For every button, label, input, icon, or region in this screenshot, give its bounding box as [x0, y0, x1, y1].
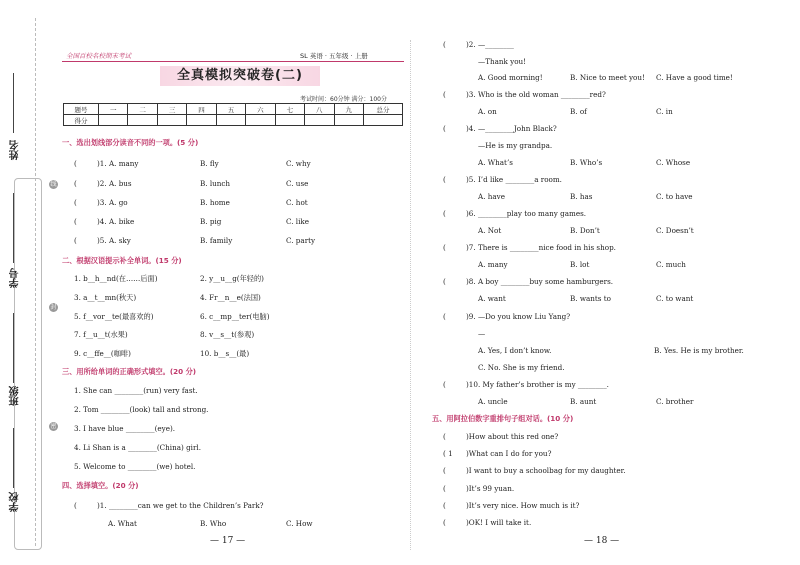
s2-item: 10. b__s__(最) [200, 349, 250, 358]
q10-stem: )10. My father’s brother is my ________. [466, 380, 609, 389]
s1-q5-b: B. family [200, 236, 233, 245]
section5-title: 五、用阿拉伯数字重排句子组对话。(10 分) [432, 414, 574, 423]
q3-c: C. in [656, 107, 673, 116]
answer-paren[interactable]: ( [74, 159, 77, 168]
answer-paren[interactable]: ( [74, 198, 77, 207]
q5-stem: )5. I’d like ________a room. [466, 175, 562, 184]
answer-paren[interactable]: ( [443, 484, 446, 493]
seal-feng-mark: 封 [50, 304, 57, 311]
q6-b: B. Don’t [570, 226, 600, 235]
score-header-cell: 九 [334, 104, 364, 115]
score-header-cell: 三 [157, 104, 186, 115]
header-rule [62, 61, 404, 62]
score-header-cell: 四 [187, 104, 216, 115]
score-cell[interactable] [99, 115, 128, 126]
answer-paren[interactable]: ( [74, 179, 77, 188]
s5-item: )How about this red one? [466, 432, 559, 441]
s4-q1-c: C. How [286, 519, 313, 528]
score-header-cell: 八 [305, 104, 334, 115]
section4-title: 四、选择填空。(20 分) [62, 481, 139, 490]
q8-a: A. want [478, 294, 506, 303]
q3-a: A. on [478, 107, 497, 116]
score-cell[interactable] [334, 115, 364, 126]
answer-paren[interactable]: ( [74, 236, 77, 245]
score-header-cell: 六 [246, 104, 275, 115]
q3-b: B. of [570, 107, 587, 116]
s1-q4-c: C. like [286, 217, 310, 226]
score-cell[interactable] [128, 115, 157, 126]
seal-mi-mark: 密 [50, 423, 57, 430]
s5-item: )It’s very nice. How much is it? [466, 501, 580, 510]
answer-paren[interactable]: ( [443, 40, 446, 49]
score-cell[interactable] [216, 115, 245, 126]
s3-item: 5. Welcome to ________(we) hotel. [74, 462, 196, 471]
answer-paren[interactable]: ( [443, 501, 446, 510]
s5-item: )I want to buy a schoolbag for my daughter. [466, 466, 626, 475]
s1-q3-c: C. hot [286, 198, 308, 207]
s2-item: 3. a__t__mn(秋天) [74, 293, 137, 302]
answer-paren[interactable]: ( [443, 243, 446, 252]
q5-b: B. has [570, 192, 593, 201]
q4-stem: )4. —________John Black? [466, 124, 557, 133]
section3-title: 三、用所给单词的正确形式填空。(20 分) [62, 367, 197, 376]
score-header-cell: 二 [128, 104, 157, 115]
seal-line-mark: 线 [50, 181, 57, 188]
score-header-cell: 七 [275, 104, 304, 115]
name-label: 姓名 [10, 140, 21, 160]
s3-item: 3. I have blue ________(eye). [74, 424, 176, 433]
q4-b: B. Who’s [570, 158, 603, 167]
answer-paren[interactable]: ( [443, 466, 446, 475]
score-table [63, 103, 403, 126]
s3-item: 4. Li Shan is a ________(China) girl. [74, 443, 201, 452]
q10-b: B. aunt [570, 397, 597, 406]
class-label: 班级 [10, 386, 21, 406]
s2-item: 7. f__u__t(水果) [74, 330, 128, 339]
q6-a: A. Not [478, 226, 502, 235]
s2-item: 4. Fr__n__e(法国) [200, 293, 261, 302]
s1-q1-b: B. fly [200, 159, 219, 168]
q5-a: A. have [478, 192, 505, 201]
q7-stem: )7. There is ________nice food in his shop. [466, 243, 616, 252]
s1-q5-c: C. party [286, 236, 316, 245]
s4-q1: )1. ________can we get to the Children’s Park? [97, 501, 264, 510]
q4-c: C. Whose [656, 158, 691, 167]
name-line [13, 73, 14, 133]
answer-paren[interactable]: ( 1 [443, 449, 453, 458]
s2-item: 9. c__ffe__(咖啡) [74, 349, 131, 358]
s1-q2-b: B. lunch [200, 179, 231, 188]
answer-paren[interactable]: ( [443, 124, 446, 133]
q9-stem: )9. —Do you know Liu Yang? [466, 312, 571, 321]
class-line [13, 313, 14, 383]
score-header-cell: 五 [216, 104, 245, 115]
q4-a: A. What’s [478, 158, 513, 167]
score-cell[interactable] [246, 115, 275, 126]
q10-a: A. uncle [478, 397, 508, 406]
student-id-line [13, 193, 14, 263]
score-cell[interactable] [157, 115, 186, 126]
q8-c: C. to want [656, 294, 694, 303]
s1-q1-c: C. why [286, 159, 311, 168]
s3-item: 1. She can ________(run) very fast. [74, 386, 198, 395]
s5-item: )OK! I will take it. [466, 518, 532, 527]
s1-q4-b: B. pig [200, 217, 222, 226]
s2-item: 8. v__s__t(参观) [200, 330, 255, 339]
score-header-cell: 一 [99, 104, 128, 115]
q2-extra: —Thank you! [478, 57, 527, 66]
q10-c: C. brother [656, 397, 694, 406]
student-id-label: 学号 [10, 268, 21, 288]
q9-c: C. No. She is my friend. [478, 363, 565, 372]
answer-paren[interactable]: ( [443, 518, 446, 527]
answer-paren[interactable]: ( [443, 90, 446, 99]
score-cell[interactable] [187, 115, 216, 126]
s1-q3-b: B. home [200, 198, 230, 207]
q7-b: B. lot [570, 260, 590, 269]
page-number-left: — 17 — [210, 536, 246, 546]
q9-a: A. Yes, I don’t know. [478, 346, 552, 355]
score-header-row [64, 104, 403, 115]
s3-item: 2. Tom ________(look) tall and strong. [74, 405, 209, 414]
q2-c: C. Have a good time! [656, 73, 733, 82]
answer-paren[interactable]: ( [443, 209, 446, 218]
page-title: 全真模拟突破卷(二) [177, 68, 303, 83]
s1-q3: )3. A. go [97, 198, 128, 207]
q7-a: A. many [478, 260, 508, 269]
q6-c: C. Doesn’t [656, 226, 694, 235]
score-row-label: 得分 [64, 115, 99, 126]
school-line [13, 428, 14, 488]
s1-q2-c: C. use [286, 179, 309, 188]
s5-item: )It’s 99 yuan. [466, 484, 515, 493]
page-number-right: — 18 — [584, 536, 620, 546]
score-row [64, 115, 403, 126]
s5-item: )What can I do for you? [466, 449, 552, 458]
q9-b: B. Yes. He is my brother. [654, 346, 744, 355]
score-cell[interactable] [305, 115, 334, 126]
score-cell[interactable] [364, 115, 403, 126]
s1-q1: )1. A. many [97, 159, 139, 168]
answer-paren[interactable]: ( [74, 217, 77, 226]
series-name: 全国百校名校期末考试 [66, 52, 131, 60]
page-divider [410, 40, 411, 550]
s2-item: 1. b__h__nd(在……后面) [74, 274, 158, 283]
s2-item: 5. f__vor__te(最喜欢的) [74, 312, 154, 321]
q3-stem: )3. Who is the old woman ________red? [466, 90, 606, 99]
q6-stem: )6. ________play too many games. [466, 209, 587, 218]
s4-q1-b: B. Who [200, 519, 227, 528]
score-cell[interactable] [275, 115, 304, 126]
section1-title: 一、选出划线部分读音不同的一项。(5 分) [62, 138, 199, 147]
q2-b: B. Nice to meet you! [570, 73, 645, 82]
q8-stem: )8. A boy ________buy some hamburgers. [466, 277, 614, 286]
exam-info: 考试时间：60分钟 满分：100分 [300, 96, 387, 103]
answer-paren[interactable]: ( [443, 432, 446, 441]
answer-paren[interactable]: ( [443, 380, 446, 389]
answer-paren[interactable]: ( [443, 312, 446, 321]
answer-paren[interactable]: ( [74, 501, 77, 510]
score-header-cell: 题号 [64, 104, 99, 115]
q9-dash: — [478, 329, 486, 338]
answer-paren[interactable]: ( [443, 175, 446, 184]
q5-c: C. to have [656, 192, 693, 201]
score-header-cell: 总分 [364, 104, 403, 115]
school-label: 学校 [10, 492, 21, 512]
q2-a: A. Good morning! [478, 73, 543, 82]
s4-q1-a: A. What [108, 519, 137, 528]
q7-c: C. much [656, 260, 686, 269]
binding-strip [8, 18, 60, 546]
s1-q4: )4. A. bike [97, 217, 135, 226]
s2-item: 2. y__u__g(年轻的) [200, 274, 264, 283]
course-name: SL 英语 · 五年级 · 上册 [300, 52, 368, 60]
s2-item: 6. c__mp__ter(电脑) [200, 312, 270, 321]
q2-stem: )2. —________ [466, 40, 514, 49]
answer-paren[interactable]: ( [443, 277, 446, 286]
section2-title: 二、根据汉语提示补全单词。(15 分) [62, 256, 182, 265]
s1-q2: )2. A. bus [97, 179, 132, 188]
s1-q5: )5. A. sky [97, 236, 131, 245]
q4-extra: —He is my grandpa. [478, 141, 553, 150]
q8-b: B. wants to [570, 294, 611, 303]
